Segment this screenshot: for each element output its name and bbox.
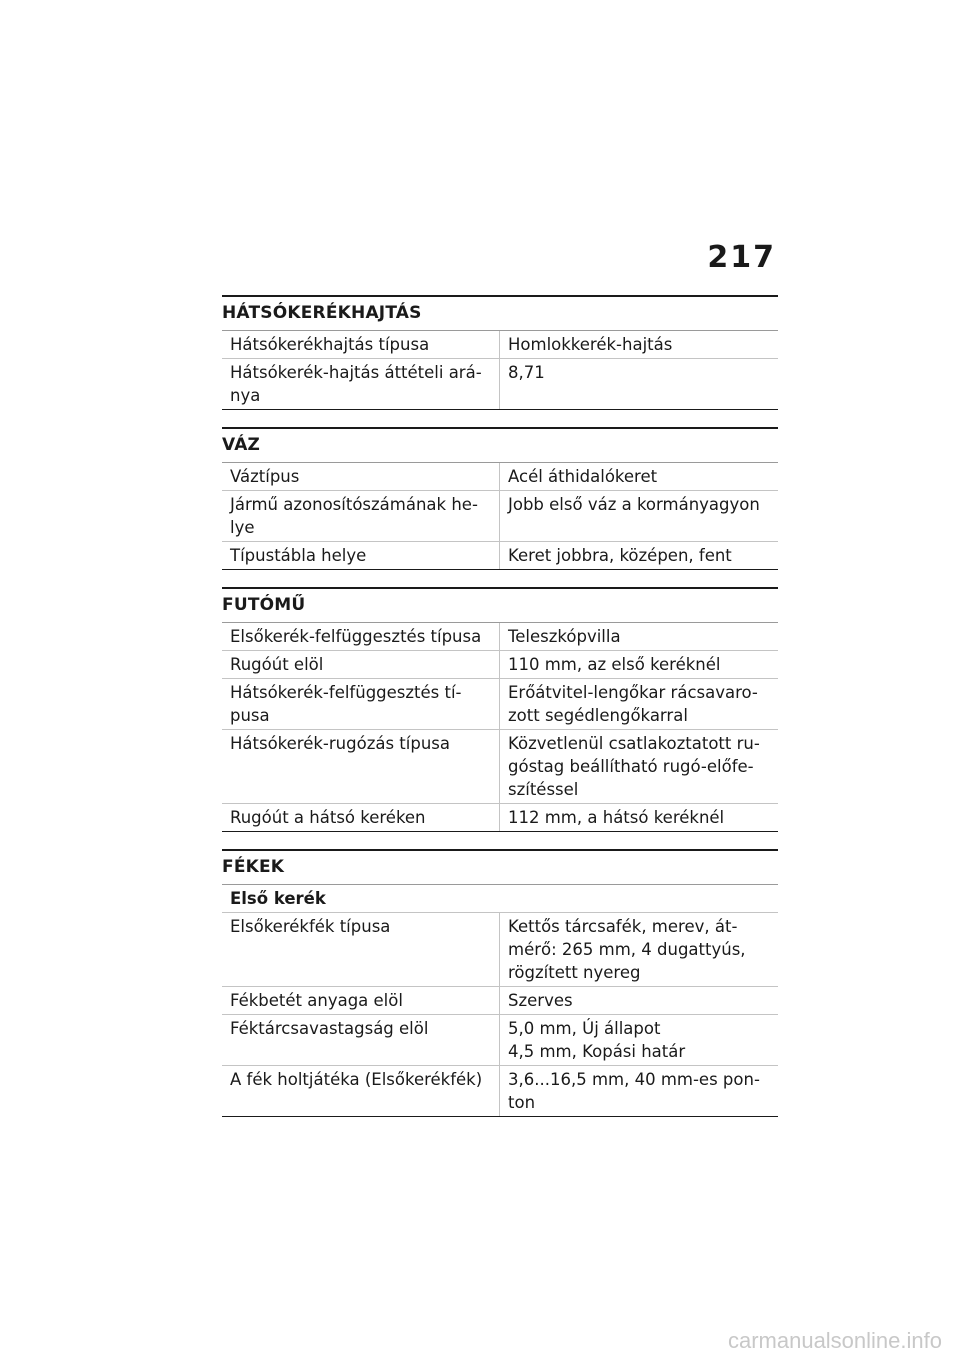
spec-value: 3,6...16,5 mm, 40 mm-es pon- ton	[508, 1070, 760, 1112]
spec-label: Féktárcsavastagság elöl	[222, 1015, 500, 1065]
table-row	[222, 623, 778, 651]
spec-label: Fékbetét anyaga elöl	[222, 987, 500, 1014]
spec-label: Elsőkerék-felfüggesztés típusa	[222, 623, 500, 650]
spec-content	[222, 295, 778, 1134]
spec-label: Hátsókerék-hajtás áttételi ará- nya	[222, 359, 500, 409]
table-row	[222, 679, 778, 730]
spec-value: Keret jobbra, középen, fent	[508, 546, 732, 565]
spec-label: Hátsókerék-felfüggesztés tí- pusa	[222, 679, 500, 729]
table-row	[222, 491, 778, 542]
table-row	[222, 463, 778, 491]
section-brakes	[222, 849, 778, 1117]
section-title: FÉKEK	[222, 851, 778, 885]
spec-value: Teleszkópvilla	[508, 627, 621, 646]
watermark: carmanualsonline.info	[727, 1328, 942, 1353]
spec-label: Rugóút a hátsó keréken	[222, 804, 500, 831]
spec-value: Szerves	[508, 991, 573, 1010]
spec-value: Kettős tárcsafék, merev, át- mérő: 265 mm, 4 dugattyús, rögzített nyereg	[508, 917, 746, 982]
section-title: FUTÓMŰ	[222, 589, 778, 623]
spec-value: 110 mm, az első keréknél	[508, 655, 721, 674]
spec-label: Jármű azonosítószámának he- lye	[222, 491, 500, 541]
spec-label: A fék holtjátéka (Elsőkerékfék)	[222, 1066, 500, 1116]
spec-value: Közvetlenül csatlakoztatott ru- góstag beállítható rugó-előfe- szítéssel	[508, 734, 760, 799]
section-title: HÁTSÓKERÉKHAJTÁS	[222, 297, 778, 331]
spec-label: Hátsókerék-rugózás típusa	[222, 730, 500, 803]
spec-value: 5,0 mm, Új állapot 4,5 mm, Kopási határ	[508, 1019, 686, 1061]
spec-value: 8,71	[508, 363, 545, 382]
table-row	[222, 987, 778, 1015]
table-row	[222, 359, 778, 410]
table-row	[222, 542, 778, 570]
spec-label: Rugóút elöl	[222, 651, 500, 678]
section-chassis	[222, 587, 778, 832]
spec-value: 112 mm, a hátsó keréknél	[508, 808, 725, 827]
table-row	[222, 1066, 778, 1117]
spec-label: Típustábla helye	[222, 542, 500, 569]
table-row	[222, 804, 778, 832]
table-row	[222, 331, 778, 359]
spec-value: Erőátvitel-lengőkar rácsavaro- zott segédlengőkarral	[508, 683, 758, 725]
spec-label: Elsőkerékfék típusa	[222, 913, 500, 986]
page-number: 217	[707, 240, 776, 275]
section-title: VÁZ	[222, 429, 778, 463]
table-row	[222, 651, 778, 679]
table-row	[222, 913, 778, 987]
section-subheading: Első kerék	[222, 885, 778, 913]
section-rear-drive	[222, 295, 778, 410]
spec-value: Homlokkerék-hajtás	[508, 335, 673, 354]
table-row	[222, 730, 778, 804]
spec-value: Jobb első váz a kormányagyon	[508, 495, 760, 514]
spec-value: Acél áthidalókeret	[508, 467, 658, 486]
spec-label: Váztípus	[222, 463, 500, 490]
table-row	[222, 1015, 778, 1066]
section-frame	[222, 427, 778, 570]
spec-label: Hátsókerékhajtás típusa	[222, 331, 500, 358]
